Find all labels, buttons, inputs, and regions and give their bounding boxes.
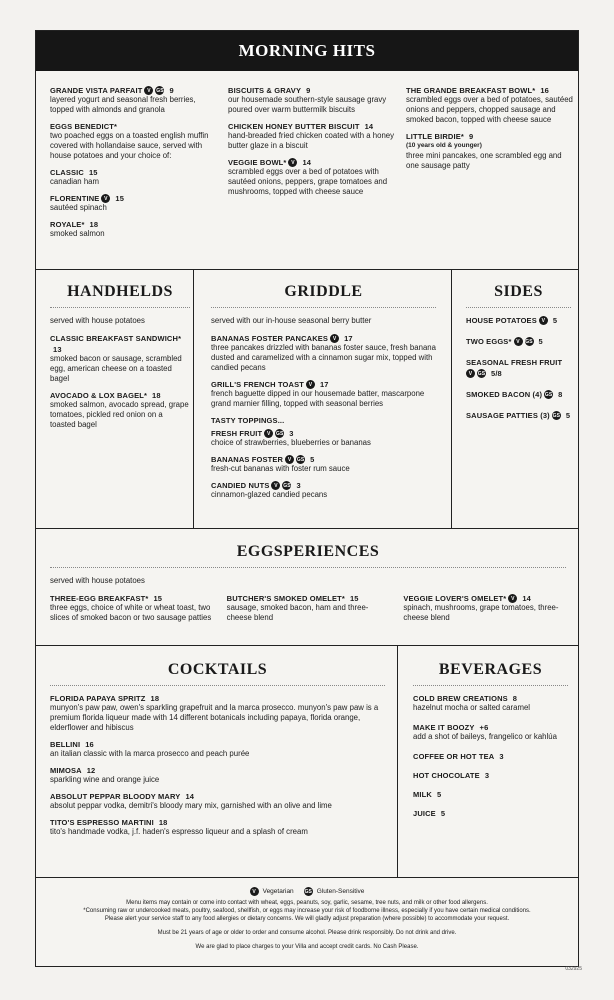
- item-description: two poached eggs on a toasted english muffin covered with hollandaise sauce, served with house potatoes and your choice of:: [50, 131, 209, 160]
- item-name: GRANDE VISTA PARFAIT: [50, 86, 143, 95]
- item-description: canadian ham: [50, 177, 99, 186]
- menu-item: [228, 86, 398, 115]
- divider: [36, 528, 578, 529]
- menu-item: [50, 122, 220, 161]
- item-price: 3: [296, 481, 301, 490]
- item-price: 14: [364, 122, 374, 131]
- menu-item: [466, 411, 571, 420]
- item-description: absolut peppar vodka, demitri's bloody mary mix, garnished with an olive and lime: [50, 801, 332, 810]
- item-note: (10 years old & younger): [406, 142, 482, 149]
- menu-item: [403, 594, 566, 623]
- item-price: 5: [538, 337, 543, 346]
- item-name: SMOKED BACON (4): [466, 390, 543, 399]
- divider: [36, 269, 578, 270]
- item-price: 5: [440, 809, 446, 818]
- eggsperiences-title: EGGSPERIENCES: [236, 543, 380, 560]
- item-name: MAKE IT BOOZY: [413, 723, 475, 732]
- menu-item: [413, 771, 568, 780]
- item-description: hand-breaded fried chicken coated with a honey butter glaze in a biscuit: [228, 131, 395, 150]
- griddle-subtitle: served with our in-house seasonal berry butter: [211, 316, 372, 325]
- vegetarian-icon: V: [101, 194, 110, 203]
- item-price: 3: [289, 429, 294, 438]
- item-description: sparkling wine and orange juice: [50, 775, 160, 784]
- item-price: 9: [306, 86, 311, 95]
- item-description: hazelnut mocha or salted caramel: [413, 703, 531, 712]
- menu-item: [50, 194, 220, 213]
- item-description: scrambled eggs over a bed of potatoes with sautéed onions, peppers, grape tomatoes and mushrooms, topped with cheese sauce: [228, 167, 388, 196]
- menu-item: [211, 380, 436, 409]
- morning-col-1: [50, 86, 220, 246]
- alcohol-notice: Must be 21 years of age or older to order and consume alcohol. Please drink responsibly. Do not drink and drive.: [157, 930, 457, 936]
- item-description: fresh-cut bananas with foster rum sauce: [211, 464, 350, 473]
- gluten-sensitive-icon: GS: [552, 412, 561, 419]
- footer: [36, 887, 578, 951]
- item-name: FRESH FRUIT: [211, 429, 263, 438]
- item-description: smoked salmon, avocado spread, grape tomatoes, pickled red onion on a toasted bagel: [50, 400, 189, 429]
- cocktails-list: [50, 694, 385, 837]
- item-name: CLASSIC: [50, 168, 84, 177]
- item-name: TITO'S ESPRESSO MARTINI: [50, 818, 154, 827]
- item-name: MILK: [413, 790, 432, 799]
- item-name: CANDIED NUTS: [211, 481, 270, 490]
- menu-item: [50, 766, 385, 785]
- griddle-section: [211, 283, 436, 507]
- vegetarian-icon: V: [539, 316, 548, 325]
- vegetarian-icon: V: [508, 594, 517, 603]
- item-name: SEASONAL FRESH FRUIT: [466, 358, 563, 367]
- menu-item: [413, 752, 568, 761]
- menu-item: [211, 334, 436, 373]
- item-price: 18: [89, 220, 99, 229]
- item-price: 15: [88, 168, 98, 177]
- item-description: smoked salmon: [50, 229, 105, 238]
- item-price: 13: [53, 345, 62, 354]
- item-price: 9: [468, 132, 474, 141]
- item-name: CLASSIC BREAKFAST SANDWICH*: [50, 334, 182, 343]
- divider: [397, 645, 398, 877]
- toppings-title: TASTY TOPPINGS...: [211, 416, 285, 425]
- handhelds-subtitle: served with house potatoes: [50, 316, 145, 325]
- item-description: choice of strawberries, blueberries or bananas: [211, 438, 371, 447]
- menu-item: [50, 220, 220, 239]
- consumption-warning: *Consuming raw or undercooked meats, poultry, seafood, shellfish, or eggs may increase your risk of foodborne illness, especially if you have certain medical conditions.: [83, 908, 531, 914]
- gluten-sensitive-icon: GS: [477, 370, 486, 377]
- item-price: 15: [153, 594, 163, 603]
- eggsperiences-list: [50, 594, 566, 630]
- item-price: 16: [540, 86, 549, 95]
- menu-item: [211, 481, 436, 500]
- item-price: 14: [302, 158, 312, 167]
- vegetarian-icon: V: [271, 481, 280, 490]
- legend-vegetarian: Vegetarian: [262, 887, 294, 895]
- item-price: 3: [499, 752, 504, 761]
- item-price: 5: [436, 790, 442, 799]
- morning-col-3: [406, 86, 576, 178]
- menu-item: [50, 168, 220, 187]
- menu-code: 032925: [565, 966, 582, 972]
- handhelds-section: [50, 283, 190, 437]
- menu-item: [211, 429, 436, 448]
- morning-hits-header: [36, 31, 578, 71]
- cocktails-title: COCKTAILS: [167, 661, 268, 678]
- item-name: ROYALE*: [50, 220, 85, 229]
- item-price: 5: [552, 316, 558, 325]
- menu-item: [50, 391, 190, 430]
- item-description: cinnamon-glazed candied pecans: [211, 490, 328, 499]
- beverages-title: BEVERAGES: [438, 661, 543, 678]
- menu-item: [466, 337, 571, 346]
- menu-item: [466, 358, 571, 378]
- menu-item: [406, 132, 576, 171]
- gluten-sensitive-icon: GS: [525, 338, 533, 345]
- vegetarian-icon: V: [144, 86, 153, 95]
- item-description: layered yogurt and seasonal fresh berries, topped with almonds and granola: [50, 95, 196, 114]
- item-name: BELLINI: [50, 740, 81, 749]
- item-name: JUICE: [413, 809, 436, 818]
- sides-list: [466, 316, 571, 420]
- item-name: EGGS BENEDICT*: [50, 122, 118, 131]
- item-description: spinach, mushrooms, grape tomatoes, three-cheese blend: [403, 603, 559, 622]
- griddle-list: [211, 334, 436, 409]
- menu-item: [50, 792, 385, 811]
- item-description: three eggs, choice of white or wheat toast, two slices of smoked bacon or two sausage patties: [50, 603, 212, 622]
- item-name: FLORENTINE: [50, 194, 100, 203]
- item-price: 8: [512, 694, 518, 703]
- vegetarian-icon: V: [514, 337, 523, 346]
- item-name: FLORIDA PAPAYA SPRITZ: [50, 694, 146, 703]
- vegetarian-icon: V: [466, 369, 475, 378]
- item-name: HOT CHOCOLATE: [413, 771, 480, 780]
- toppings-list: [211, 429, 436, 500]
- sides-title: SIDES: [494, 283, 543, 300]
- item-price: 18: [150, 694, 160, 703]
- menu-item: [50, 86, 220, 115]
- item-description: munyon's paw paw, owen's sparkling grapefruit and la marca prosecco. munyon's paw paw is a premium florida liqueur made with 14 different botanicals including papaya, florida orange, elderflower and hibiscus: [50, 703, 379, 732]
- item-name: AVOCADO & LOX BAGEL*: [50, 391, 148, 400]
- item-description: french baguette dipped in our housemade batter, mascarpone grand marnier filling, topped with seasonal berries: [211, 389, 425, 408]
- item-price: 12: [86, 766, 96, 775]
- item-description: three pancakes drizzled with bananas foster sauce, fresh banana dusted and caramelized with a cinnamon sugar mix, topped with candied pecans: [211, 343, 436, 372]
- menu-item: [50, 334, 190, 384]
- menu-item: [413, 723, 568, 742]
- menu-item: [50, 594, 213, 623]
- item-description: scrambled eggs over a bed of potatoes, sautéed onions and peppers, chopped sausage and smoked bacon, topped with cheese sauce: [406, 95, 573, 124]
- item-description: three mini pancakes, one scrambled egg and one sausage patty: [406, 151, 562, 170]
- gluten-sensitive-icon: GS: [296, 456, 305, 463]
- beverages-section: [413, 661, 568, 828]
- item-price: 18: [158, 818, 168, 827]
- item-price: 15: [349, 594, 359, 603]
- item-price: 5: [565, 411, 571, 420]
- item-description: an italian classic with la marca prosecco and peach purée: [50, 749, 250, 758]
- gluten-sensitive-icon: GS: [275, 430, 284, 437]
- gluten-sensitive-icon: GS: [283, 482, 291, 489]
- menu-item: [466, 390, 571, 399]
- vegetarian-icon: V: [288, 158, 297, 167]
- item-name: HOUSE POTATOES: [466, 316, 537, 325]
- eggsperiences-subtitle: served with house potatoes: [50, 576, 145, 585]
- menu-item: [227, 594, 390, 623]
- allergen-notice: Menu items may contain or come into contact with wheat, eggs, peanuts, soy, garlic, sesame, tree nuts, and milk or other food allergens.: [126, 900, 488, 906]
- item-price: 17: [344, 334, 353, 343]
- menu-item: [413, 790, 568, 799]
- menu-item: [466, 316, 571, 325]
- item-name: BUTCHER'S SMOKED OMELET*: [226, 594, 345, 603]
- item-name: VEGGIE BOWL*: [228, 158, 287, 167]
- item-name: SAUSAGE PATTIES (3): [466, 411, 550, 420]
- menu-item: [50, 740, 385, 759]
- item-name: ABSOLUT PEPPAR BLOODY MARY: [50, 792, 181, 801]
- menu-frame: [35, 30, 579, 967]
- handhelds-title: HANDHELDS: [67, 283, 173, 300]
- item-price: 5/8: [491, 369, 502, 378]
- allergy-notice: Please alert your service staff to any food allergies or dietary concerns. We will gladly adjust preparation (where possible) to accommodate your request.: [104, 916, 510, 922]
- menu-item: [413, 694, 568, 713]
- handhelds-list: [50, 334, 190, 430]
- item-price: 5: [310, 455, 315, 464]
- item-name: GRILL'S FRENCH TOAST: [211, 380, 304, 389]
- item-description: smoked bacon or sausage, scrambled egg, american cheese on a toasted bagel: [50, 354, 182, 383]
- item-price: 14: [185, 792, 195, 801]
- item-price: +6: [479, 723, 489, 732]
- menu-item: [406, 86, 576, 125]
- menu-item: [50, 818, 385, 837]
- eggsperiences-section: [50, 543, 566, 630]
- item-name: MIMOSA: [50, 766, 82, 775]
- gluten-sensitive-icon: GS: [156, 87, 164, 94]
- item-description: add a shot of baileys, frangelico or kahlúa: [413, 732, 557, 741]
- vegetarian-icon: V: [330, 334, 339, 343]
- item-name: TWO EGGS*: [466, 337, 512, 346]
- cocktails-section: [50, 661, 385, 844]
- item-name: COFFEE OR HOT TEA: [413, 752, 495, 761]
- gluten-sensitive-icon: GS: [304, 888, 312, 895]
- item-price: 17: [319, 380, 329, 389]
- item-description: sautéed spinach: [50, 203, 107, 212]
- menu-item: [228, 122, 398, 151]
- vegetarian-icon: V: [264, 429, 273, 438]
- item-price: 3: [484, 771, 490, 780]
- vegetarian-icon: V: [250, 887, 259, 896]
- item-price: 18: [152, 391, 161, 400]
- menu-item: [211, 455, 436, 474]
- item-name: BISCUITS & GRAVY: [228, 86, 302, 95]
- vegetarian-icon: V: [306, 380, 315, 389]
- item-price: 8: [558, 390, 563, 399]
- divider: [36, 645, 578, 646]
- item-name: BANANAS FOSTER PANCAKES: [211, 334, 329, 343]
- item-name: COLD BREW CREATIONS: [413, 694, 508, 703]
- griddle-title: GRIDDLE: [284, 283, 363, 300]
- item-price: 14: [522, 594, 532, 603]
- item-description: tito's handmade vodka, j.f. haden's espresso liqueur and a splash of cream: [50, 827, 308, 836]
- item-name: CHICKEN HONEY BUTTER BISCUIT: [228, 122, 360, 131]
- sides-section: [466, 283, 571, 432]
- item-name: BANANAS FOSTER: [211, 455, 284, 464]
- beverages-list: [413, 694, 568, 818]
- divider: [193, 269, 194, 528]
- item-name: LITTLE BIRDIE*: [406, 132, 464, 141]
- item-name: THE GRANDE BREAKFAST BOWL*: [406, 86, 536, 95]
- morning-hits-title: MORNING HITS: [238, 41, 376, 60]
- item-price: 15: [115, 194, 125, 203]
- divider: [451, 269, 452, 528]
- item-description: sausage, smoked bacon, ham and three-cheese blend: [226, 603, 369, 622]
- item-price: 16: [85, 740, 94, 749]
- vegetarian-icon: V: [285, 455, 294, 464]
- item-description: our housemade southern-style sausage gravy poured over warm buttermilk biscuits: [228, 95, 387, 114]
- payment-notice: We are glad to place charges to your Villa and accept credit cards. No Cash Please.: [195, 944, 419, 950]
- morning-col-2: [228, 86, 398, 204]
- legend-gluten-sensitive: Gluten-Sensitive: [316, 887, 365, 895]
- item-price: 9: [169, 86, 174, 95]
- gluten-sensitive-icon: GS: [544, 391, 553, 398]
- menu-item: [228, 158, 398, 197]
- item-name: VEGGIE LOVER'S OMELET*: [403, 594, 507, 603]
- menu-item: [50, 694, 385, 733]
- divider: [36, 877, 578, 878]
- item-name: THREE-EGG BREAKFAST*: [50, 594, 149, 603]
- menu-item: [413, 809, 568, 818]
